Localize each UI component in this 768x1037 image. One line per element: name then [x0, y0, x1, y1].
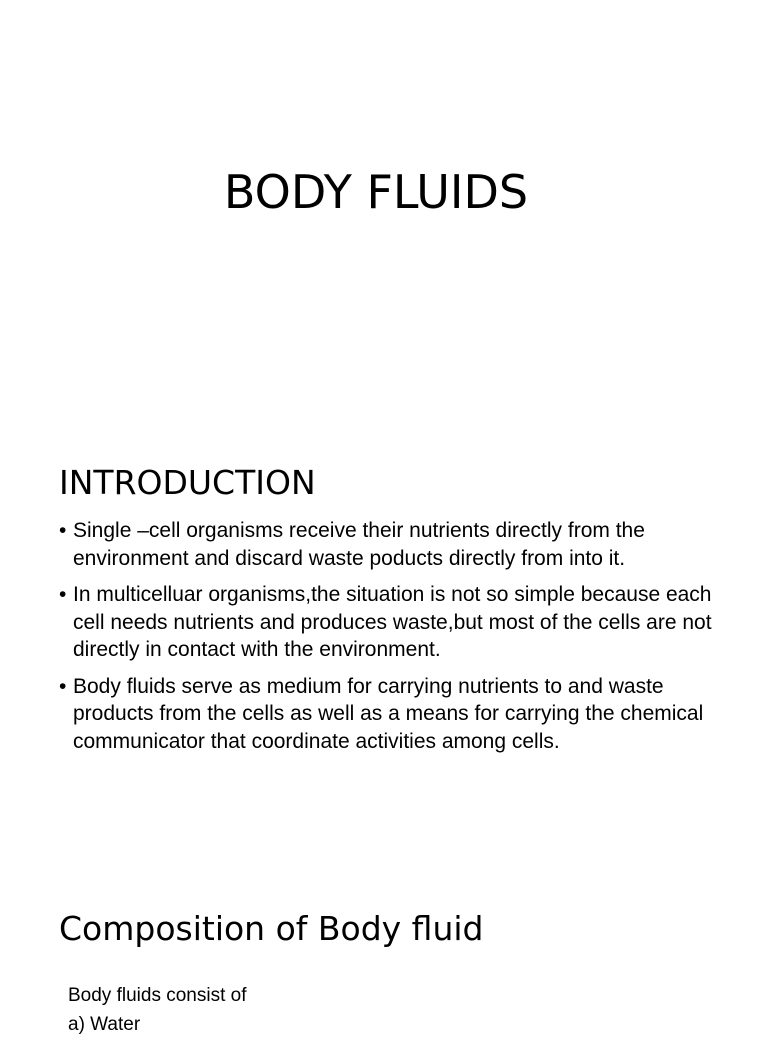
- bullet-dot-icon: •: [59, 674, 67, 698]
- introduction-heading: INTRODUCTION: [59, 463, 316, 502]
- composition-heading: Composition of Body fluid: [59, 909, 484, 948]
- bullet-item: [59, 517, 719, 572]
- bullet-dot-icon: •: [59, 583, 67, 606]
- bullet-text: Single –cell organisms receive their nutrients directly from the environment and discard waste poducts directly from into it.: [73, 519, 645, 570]
- bullet-dot-icon: •: [59, 519, 67, 542]
- bullet-item: [59, 581, 719, 664]
- bullet-item: [59, 673, 719, 756]
- slide-title: BODY FLUIDS: [223, 165, 529, 219]
- composition-list-item: a) Water: [68, 1014, 141, 1035]
- bullet-text: Body fluids serve as medium for carrying nutrients to and waste products from the cells as well as a means for carrying the chemical communicator that coordinate activities among cells.: [73, 674, 704, 753]
- composition-intro-text: Body fluids consist of: [68, 985, 247, 1006]
- bullet-text: In multicelluar organisms,the situation is not so simple because each cell needs nutrients and produces waste,but most of the cells are not directly in contact with the environment.: [73, 583, 712, 661]
- introduction-bullet-list: [59, 517, 719, 764]
